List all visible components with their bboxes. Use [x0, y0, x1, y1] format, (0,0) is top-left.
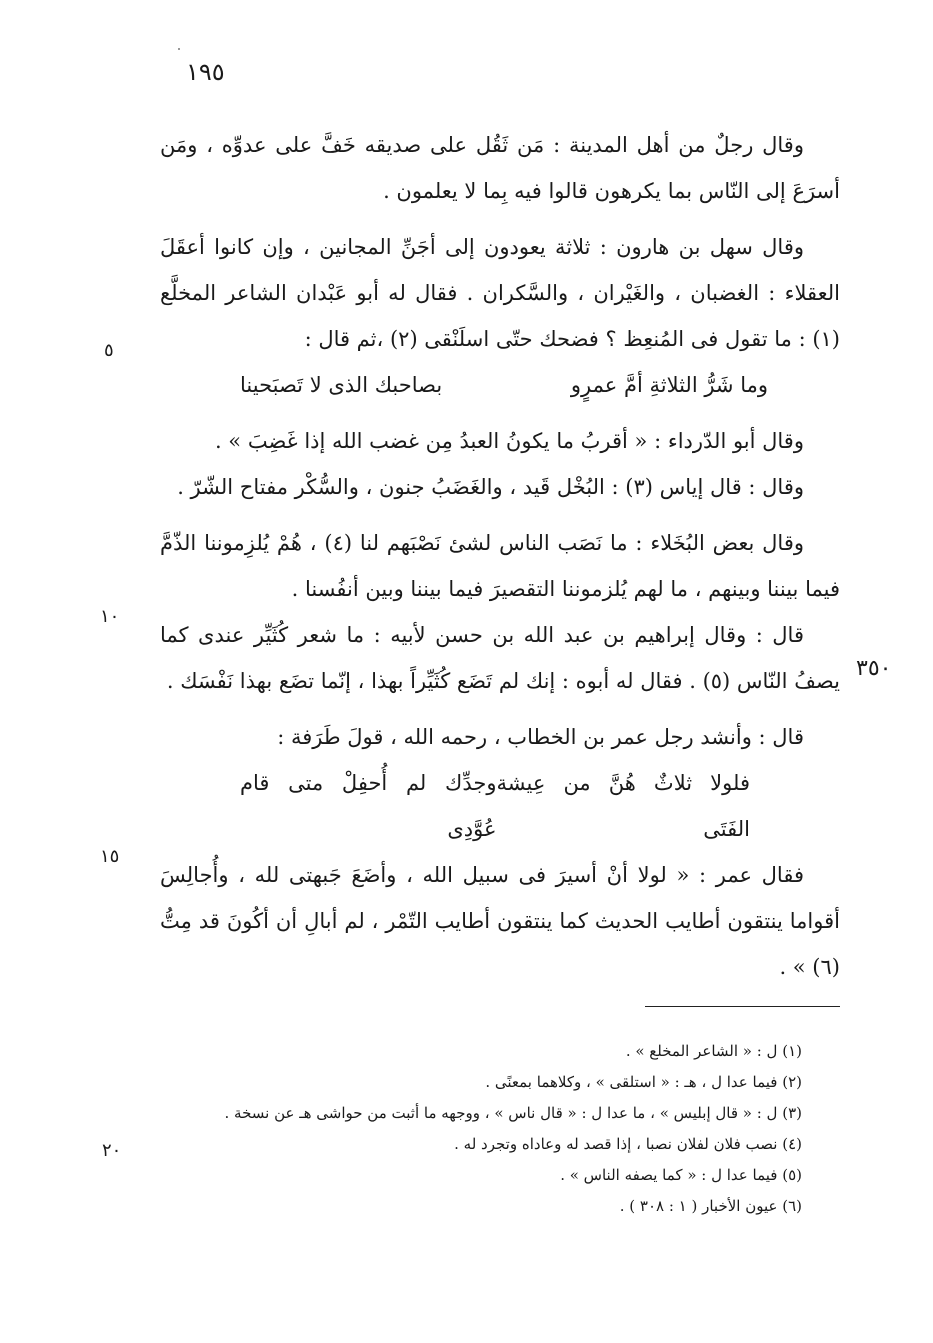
paragraph-2: وقال سهل بن هارون : ثلاثة يعودون إلى أجَنِّ المجانين ، وإن كانوا أعقَلَ العقلاء : الغضبان ، والغَيْران ، والسَّكران . فقال له أبو عَبْدان الشاعر المخلَّع (١) : ما تقول فى المُنعِظ ؟ فضحك حتّى اسلَنْقى (٢) ،ثم قال :	[160, 235, 840, 351]
paragraph-5: وقال بعض البُخَلاء : ما نَصَب الناس لشئ نَصْبَهم لنا (٤) ، هُمْ يُلزِموننا الذّمَّ فيما بيننا وبينهم ، ما لهم يُلزموننا التقصيرَ فيما بيننا وبين أنفُسنا .	[160, 531, 840, 601]
verse-1-first-hemistich: وما شَرُّ الثلاثةِ أمَّ عمرٍو	[570, 373, 768, 397]
verse-2-first-hemistich: فلولا ثلاثٌ هُنَّ من عِيشة الفَتَى	[496, 771, 750, 841]
line-number-10: ١٠	[100, 606, 120, 627]
footnotes	[160, 1036, 802, 1222]
verse-2	[160, 760, 840, 852]
paragraph-4: وقال : قال إياس (٣) : البُخْل قَيد ، والغَضَبُ جنون ، والسُّكْر مفتاح الشّرّ .	[177, 475, 804, 499]
footnote-6: (٦) عيون الأخبار ( ١ : ٣٠٨ ) .	[619, 1197, 802, 1215]
paragraph-3: وقال أبو الدّرداء : « أقربُ ما يكونُ العبدُ مِن غضب الله إذا غَضِبَ » .	[214, 429, 804, 453]
scan-mark	[178, 48, 180, 50]
footnote-1: (١) ل : « الشاعر المخلع » .	[625, 1042, 802, 1060]
verse-1	[160, 362, 840, 408]
footnote-4: (٤) نصب فلان لفلان نصبا ، إذا قصد له وعاداه وتجرد له .	[454, 1135, 802, 1153]
paragraph-8: فقال عمر : « لولا أنْ أسيرَ فى سبيل الله ، وأضَعَ جَبهتى لله ، وأُجالِسَ أقواما ينتقون أطايب الحديث كما ينتقون أطايب التّمْر ، لم أبالِ أن أكُونَ قد مِتُّ (٦) » .	[160, 863, 840, 979]
footnote-5: (٥) فيما عدا ل : « كما يصفه الناس » .	[560, 1166, 802, 1184]
line-number-15: ١٥	[100, 846, 120, 867]
paragraph-7: قال : وأنشد رجل عمر بن الخطاب ، رحمه الله ، قولَ طَرَفة :	[277, 725, 804, 749]
reference-page-number: ٣٥٠	[856, 656, 892, 681]
verse-1-second-hemistich: بصاحبك الذى لا تَصبَحينا	[240, 373, 443, 397]
footnote-divider	[645, 1006, 840, 1007]
main-text	[160, 122, 840, 990]
paragraph-1: وقال رجلٌ من أهل المدينة : مَن ثَقُل على صديقه خَفَّ على عدوِّه ، ومَن أسرَعَ إلى النّاس بما يكرهون قالوا فيه بِما لا يعلمون .	[160, 133, 840, 203]
footnote-3: (٣) ل : « قال إبليس » ، ما عدا ل : « قال ناس » ، ووجهه ما أثبت من حواشى هـ عن نسخة .	[224, 1104, 802, 1122]
line-number-20: ٢٠	[102, 1140, 122, 1161]
verse-2-second-hemistich: وجدِّك لم أُحفِلْ متى قام عُوَّدِى	[240, 771, 497, 841]
line-number-5: ٥	[104, 340, 114, 361]
footnote-2: (٢) فيما عدا ل ، هـ : « استلقى » ، وكلاهما بمعنًى .	[485, 1073, 802, 1091]
paragraph-6: قال : وقال إبراهيم بن عبد الله بن حسن لأبيه : ما شعر كُثَيِّر عندى كما يصفُ النّاس (٥) . فقال له أبوه : إنك لم تَضَع كُثَيِّراً بهذا ، إنّما تضَع بهذا نَفْسَك .	[160, 623, 840, 693]
page-number: ١٩٥	[186, 58, 225, 86]
